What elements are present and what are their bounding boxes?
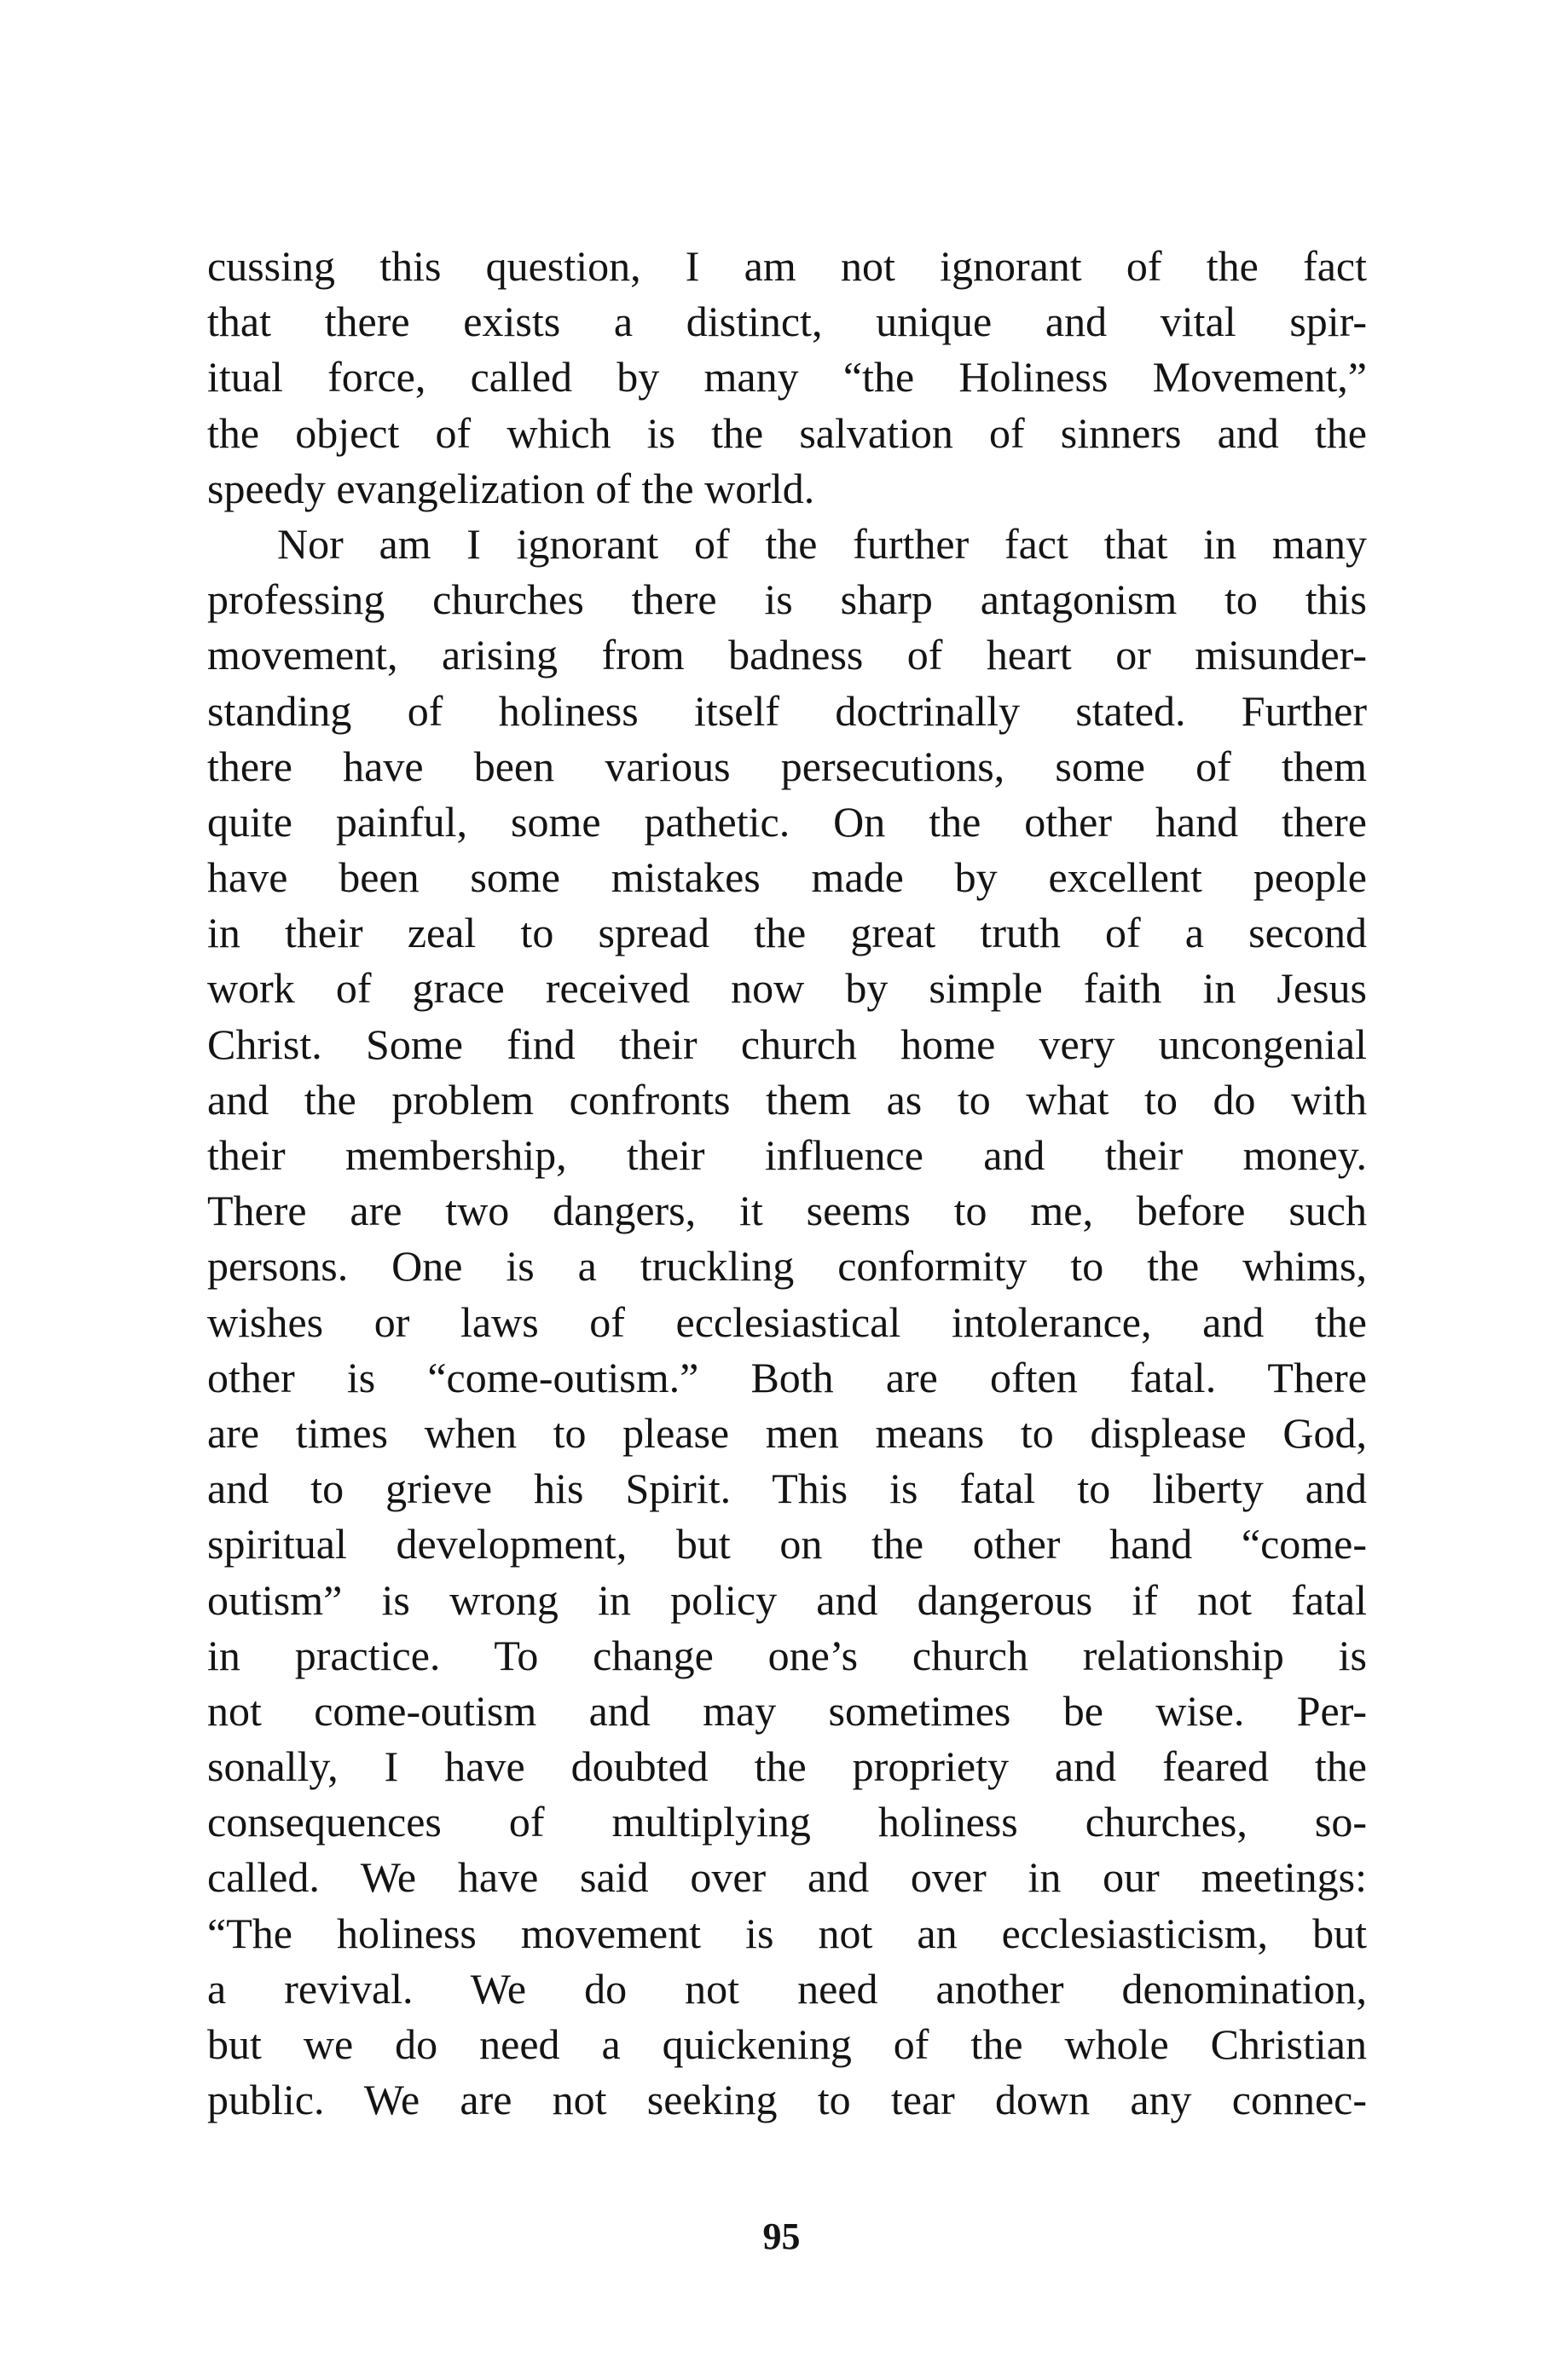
text-line: that there exists a distinct, unique and vital spir- bbox=[207, 298, 1367, 346]
text-line: not come-outism and may sometimes be wise. Per- bbox=[207, 1686, 1367, 1735]
page-number: 95 bbox=[762, 2215, 801, 2257]
text-line: outism” is wrong in policy and dangerous if not fatal bbox=[207, 1575, 1367, 1624]
text-line: the object of which is the salvation of sinners and the bbox=[207, 408, 1367, 457]
text-line: their membership, their influence and their money. bbox=[207, 1131, 1367, 1179]
text-line: movement, arising from badness of heart or misunder- bbox=[207, 631, 1367, 679]
text-line: There are two dangers, it seems to me, before such bbox=[207, 1187, 1367, 1235]
text-line: in practice. To change one’s church relationship is bbox=[207, 1631, 1367, 1679]
text-line: cussing this question, I am not ignorant of the fact bbox=[207, 242, 1367, 290]
body-text bbox=[207, 239, 1367, 2128]
text-line: professing churches there is sharp antagonism to this bbox=[207, 575, 1367, 624]
text-line: and to grieve his Spirit. This is fatal to liberty and bbox=[207, 1464, 1367, 1513]
text-line: spiritual development, but on the other hand “come- bbox=[207, 1520, 1367, 1568]
text-line: in their zeal to spread the great truth of a second bbox=[207, 909, 1367, 957]
text-line: Christ. Some find their church home very uncongenial bbox=[207, 1020, 1367, 1068]
text-line: public. We are not seeking to tear down any connec- bbox=[207, 2076, 1367, 2124]
text-line: quite painful, some pathetic. On the other hand there bbox=[207, 797, 1367, 846]
text-line: “The holiness movement is not an ecclesiasticism, but bbox=[207, 1909, 1367, 1957]
text-line: itual force, called by many “the Holiness Movement,” bbox=[207, 353, 1367, 401]
text-line: but we do need a quickening of the whole Christian bbox=[207, 2020, 1367, 2068]
text-line: other is “come-outism.” Both are often fatal. There bbox=[207, 1353, 1367, 1401]
text-line: have been some mistakes made by excellent people bbox=[207, 853, 1367, 902]
text-line: are times when to please men means to displease God, bbox=[207, 1408, 1367, 1457]
text-line: wishes or laws of ecclesiastical intolerance, and the bbox=[207, 1297, 1367, 1346]
text-line: persons. One is a truckling conformity to the whims, bbox=[207, 1242, 1367, 1291]
text-line: speedy evangelization of the world. bbox=[207, 464, 815, 512]
text-line: called. We have said over and over in our meetings: bbox=[207, 1853, 1367, 1902]
text-line: standing of holiness itself doctrinally stated. Further bbox=[207, 686, 1367, 735]
text-line: there have been various persecutions, some of them bbox=[207, 742, 1367, 790]
text-line: consequences of multiplying holiness churches, so- bbox=[207, 1798, 1367, 1846]
text-line: a revival. We do not need another denomination, bbox=[207, 1964, 1367, 2013]
text-line: and the problem confronts them as to what to do with bbox=[207, 1075, 1367, 1124]
text-line: Nor am I ignorant of the further fact that in many bbox=[277, 519, 1367, 568]
text-line: sonally, I have doubted the propriety and feared the bbox=[207, 1742, 1367, 1791]
text-line: work of grace received now by simple faith in Jesus bbox=[207, 964, 1367, 1013]
